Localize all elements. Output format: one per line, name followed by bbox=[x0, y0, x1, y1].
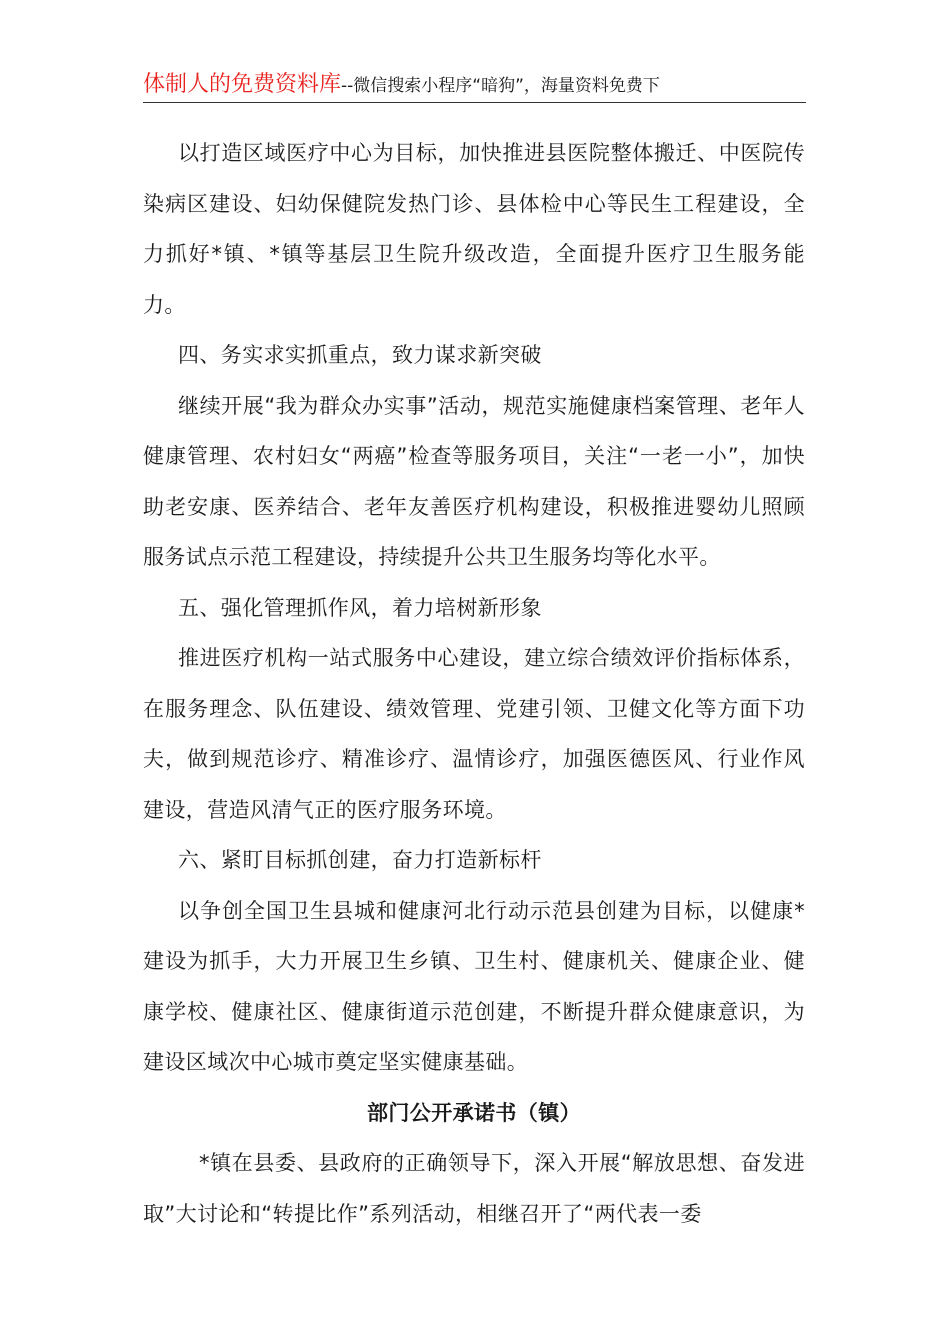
document-title: 部门公开承诺书（镇） bbox=[367, 1100, 581, 1125]
body-paragraph: 推进医疗机构一站式服务中心建设，建立综合绩效评价指标体系，在服务理念、队伍建设、绩效管理、党建引领、卫健文化等方面下功夫，做到规范诊疗、精准诊疗、温情诊疗，加强医德医风、行业作风建设，营造风清气正的医疗服务环境。 bbox=[143, 646, 805, 822]
header-brand: 体制人的免费资料库 bbox=[143, 72, 342, 97]
header-tagline: --微信搜索小程序“暗狗”，海量资料免费下 bbox=[341, 76, 660, 96]
section-heading: 四、务实求实抓重点，致力谋求新突破 bbox=[178, 343, 542, 367]
section-heading: 五、强化管理抓作风，着力培树新形象 bbox=[178, 595, 542, 620]
section-heading: 六、紧盯目标抓创建，奋力打造新标杆 bbox=[178, 848, 542, 872]
body-paragraph: *镇在县委、县政府的正确领导下，深入开展“解放思想、奋发进取”大讨论和“转提比作”系列活动，相继召开了“两代表一委 bbox=[143, 1151, 805, 1226]
body-paragraph: 继续开展“我为群众办实事”活动，规范实施健康档案管理、老年人健康管理、农村妇女“两癌”检查等服务项目，关注“一老一小”，加快助老安康、医养结合、老年友善医疗机构建设，积极推进婴幼儿照顾服务试点示范工程建设，持续提升公共卫生服务均等化水平。 bbox=[143, 393, 805, 569]
body-paragraph: 以争创全国卫生县城和健康河北行动示范县创建为目标，以健康*建设为抓手，大力开展卫生乡镇、卫生村、健康机关、健康企业、健康学校、健康社区、健康街道示范创建，不断提升群众健康意识，为建设区域次中心城市奠定坚实健康基础。 bbox=[143, 898, 805, 1074]
document-body bbox=[143, 128, 805, 1239]
page-header bbox=[143, 70, 806, 103]
body-paragraph: 以打造区域医疗中心为目标，加快推进县医院整体搬迁、中医院传染病区建设、妇幼保健院发热门诊、县体检中心等民生工程建设，全力抓好*镇、*镇等基层卫生院升级改造，全面提升医疗卫生服务能力。 bbox=[143, 141, 805, 317]
